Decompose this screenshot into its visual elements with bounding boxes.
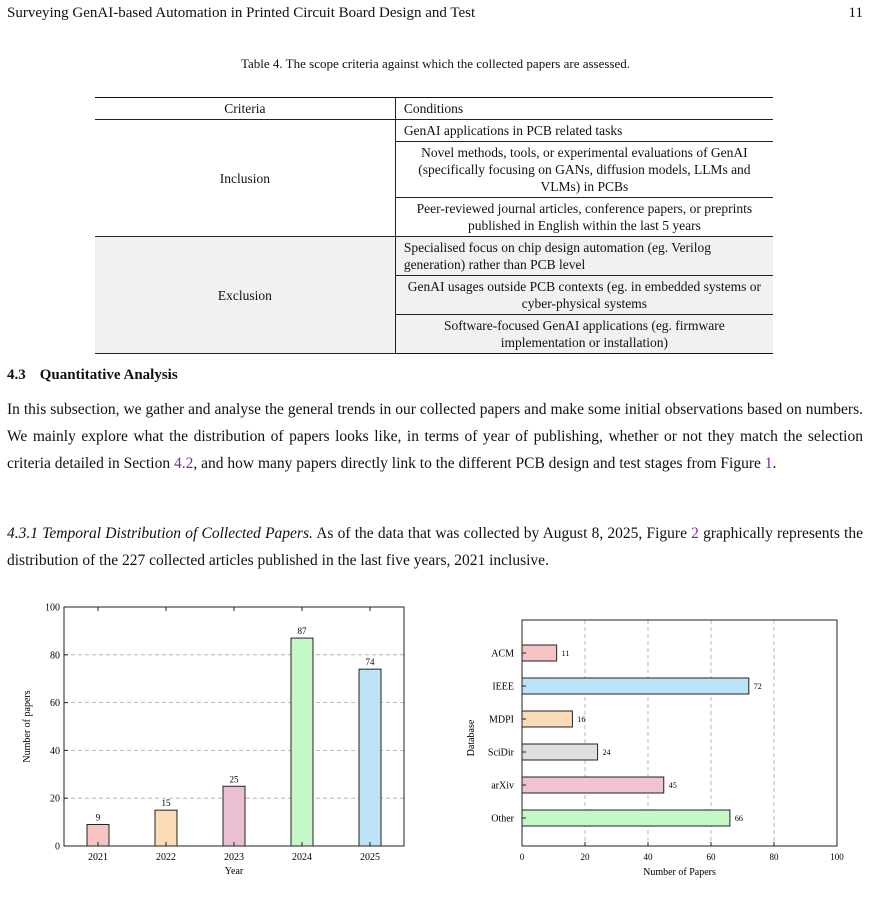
figure-ref-link[interactable]: 2	[691, 525, 699, 542]
y-tick-label: 100	[45, 602, 60, 614]
bar	[522, 645, 557, 661]
y-tick-label: arXiv	[491, 780, 514, 792]
data-label: 66	[734, 814, 743, 823]
y-tick-label: 20	[50, 793, 60, 805]
x-tick-label: 100	[830, 852, 844, 862]
table-row	[95, 120, 773, 142]
exclusion-label: Exclusion	[95, 237, 395, 354]
x-tick-label: 2021	[88, 852, 108, 863]
data-label: 87	[297, 626, 307, 637]
inclusion-condition: Peer-reviewed journal articles, conference papers, or preprints published in English within the last 5 years	[395, 198, 773, 237]
table-row	[95, 237, 773, 276]
column-header-conditions: Conditions	[395, 98, 773, 120]
data-label: 72	[753, 682, 762, 691]
data-label: 45	[668, 781, 677, 790]
exclusion-condition: GenAI usages outside PCB contexts (eg. in embedded systems or cyber-physical systems	[395, 276, 773, 315]
data-label: 15	[161, 798, 171, 809]
page-number: 11	[848, 5, 863, 21]
y-tick-label: ACM	[491, 648, 514, 660]
y-axis-label: Number of papers	[22, 690, 33, 763]
inclusion-label: Inclusion	[95, 120, 395, 237]
bar	[223, 786, 245, 846]
y-axis-label: Database	[466, 719, 477, 757]
column-header-criteria: Criteria	[95, 98, 395, 120]
database-bar-chart	[440, 595, 871, 895]
section-number: 4.3	[7, 367, 26, 383]
section-heading	[7, 367, 178, 384]
bar	[359, 669, 381, 846]
y-tick-label: MDPI	[488, 714, 514, 726]
data-label: 25	[229, 774, 239, 785]
x-tick-label: 80	[769, 852, 779, 862]
y-tick-label: 40	[50, 745, 60, 757]
x-tick-label: 2022	[156, 852, 176, 863]
paragraph-intro	[7, 396, 863, 477]
inclusion-condition: GenAI applications in PCB related tasks	[395, 120, 773, 142]
x-tick-label: 2024	[292, 852, 312, 863]
y-tick-label: IEEE	[492, 681, 514, 693]
x-tick-label: 40	[643, 852, 653, 862]
x-tick-label: 2023	[224, 852, 244, 863]
y-tick-label: Other	[491, 813, 514, 825]
x-tick-label: 20	[580, 852, 590, 862]
running-header	[7, 5, 863, 22]
y-tick-label: 0	[55, 841, 60, 853]
bar	[291, 638, 313, 846]
subsection-heading: 4.3.1 Temporal Distribution of Collected Papers.	[7, 525, 313, 542]
year-bar-chart	[0, 595, 420, 895]
bar	[522, 678, 749, 694]
exclusion-condition: Software-focused GenAI applications (eg. firmware implementation or installation)	[395, 315, 773, 354]
paragraph-text: .	[772, 455, 777, 472]
figure-ref-link[interactable]: 1	[764, 455, 773, 472]
data-label: 9	[95, 812, 101, 823]
paragraph-text: graphically represents the distribution of the 227 collected articles published in the last five years, 2021 inclusive.	[7, 525, 863, 569]
table-header-row	[95, 98, 773, 120]
paragraph-text: In this subsection, we gather and analyse the general trends in our collected papers and make some initial observations based on numbers. We mainly explore what the distribution of papers looks like, in terms of year of publishing, whether or not they match the selection criteria detailed in Section	[7, 401, 863, 472]
x-axis-label: Number of Papers	[643, 867, 716, 878]
criteria-table	[95, 97, 773, 354]
bar	[522, 777, 664, 793]
exclusion-condition: Specialised focus on chip design automation (eg. Verilog generation) rather than PCB level	[395, 237, 773, 276]
y-tick-label: 80	[50, 650, 60, 662]
data-label: 24	[602, 748, 611, 757]
paragraph-text: , and how many papers directly link to the different PCB design and test stages from Figure	[193, 455, 765, 472]
data-label: 74	[365, 657, 375, 668]
paragraph-text: As of the data that was collected by August 8, 2025, Figure	[312, 525, 692, 542]
paragraph-temporal	[7, 520, 863, 574]
section-title: Quantitative Analysis	[39, 367, 178, 383]
x-tick-label: 0	[519, 852, 525, 862]
x-tick-label: 60	[706, 852, 716, 862]
bar	[522, 711, 572, 727]
y-tick-label: SciDir	[487, 747, 514, 759]
running-title: Surveying GenAI-based Automation in Printed Circuit Board Design and Test	[7, 5, 476, 21]
bar	[155, 810, 177, 846]
data-label: 11	[561, 649, 570, 658]
x-axis-label: Year	[224, 866, 244, 877]
bar	[522, 744, 598, 760]
data-label: 16	[577, 715, 586, 724]
table-caption: Table 4. The scope criteria against which the collected papers are assessed.	[240, 56, 631, 71]
x-tick-label: 2025	[360, 852, 380, 863]
inclusion-condition: Novel methods, tools, or experimental evaluations of GenAI (specifically focusing on GANs, diffusion models, LLMs and VLMs) in PCBs	[395, 142, 773, 198]
section-ref-link[interactable]: 4.2	[174, 455, 194, 472]
y-tick-label: 60	[50, 698, 60, 710]
bar	[522, 810, 730, 826]
